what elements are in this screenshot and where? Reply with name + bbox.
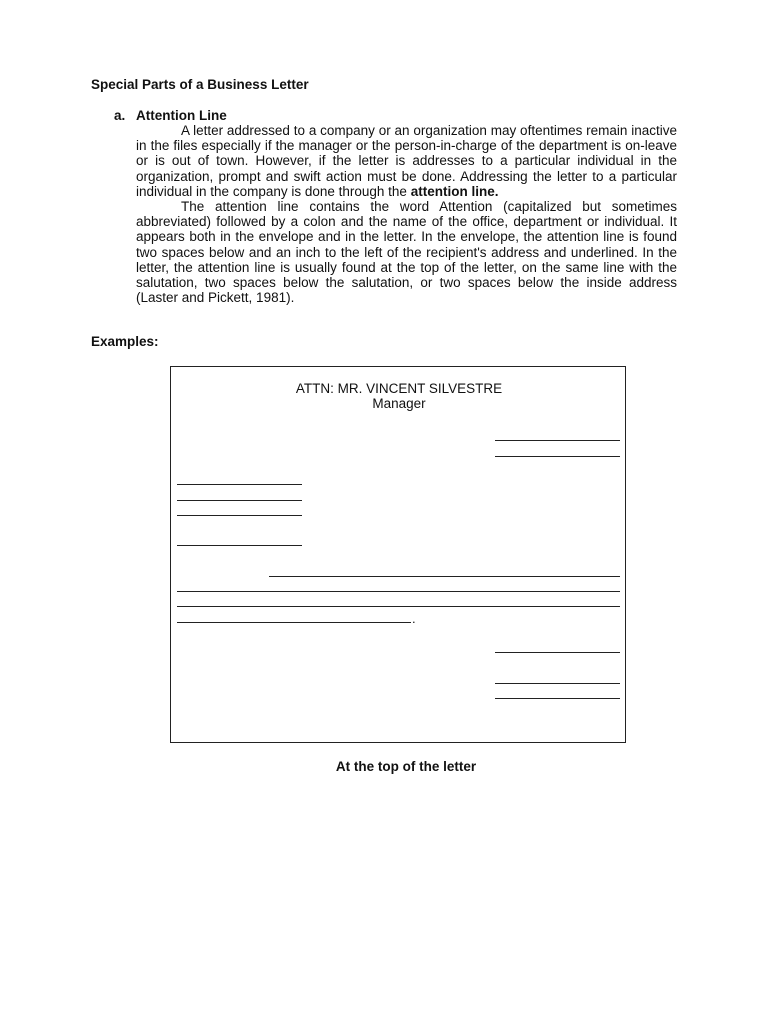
signature-blank-line <box>495 698 620 699</box>
attention-line: ATTN: MR. VINCENT SILVESTRE <box>295 381 503 396</box>
paragraph-2: The attention line contains the word Attention (capitalized but sometimes abbreviated) followed by a colon and the name of the office, department or individual. It appears both in the envelope and in the letter. In the envelope, the attention line is found two spaces below and an inch to the left of the recipient's address and underlined. In the letter, the attention line is usually found at the top of the letter, on the same line with the salutation, two spaces below the salutation, or two spaces below the inside address (Laster and Pickett, 1981). <box>136 199 677 306</box>
salutation-blank-line <box>177 545 302 546</box>
paragraph-1 <box>136 123 677 199</box>
body-blank-line <box>177 622 411 623</box>
closing-blank-line <box>495 652 620 653</box>
body-blank-line <box>269 576 620 577</box>
example-letter-frame <box>170 366 626 743</box>
example-caption: At the top of the letter <box>335 759 477 774</box>
inside-address-blank-line <box>177 484 302 485</box>
section-body <box>136 123 677 305</box>
paragraph-1-text: A letter addressed to a company or an organization may oftentimes remain inactive in the files especially if the manager or the person-in-charge of the department is on-leave or is out of town. However, if the letter is addresses to a particular individual in the organization, prompt and swift action must be done. Addressing the letter to a particular individual in the company is done through the <box>136 123 677 199</box>
signature-blank-line <box>495 683 620 684</box>
heading-blank-line <box>495 440 620 441</box>
body-end-period: . <box>412 611 416 626</box>
paragraph-1-emphasis: attention line. <box>410 183 499 199</box>
inside-address-blank-line <box>177 515 302 516</box>
heading-blank-line <box>495 456 620 457</box>
examples-label: Examples: <box>91 334 159 349</box>
body-blank-line <box>177 591 620 592</box>
section-heading: Attention Line <box>136 108 227 123</box>
document-title: Special Parts of a Business Letter <box>91 77 309 92</box>
attention-title: Manager <box>372 396 426 411</box>
section-marker: a. <box>114 108 126 123</box>
inside-address-blank-line <box>177 500 302 501</box>
body-blank-line <box>177 606 620 607</box>
